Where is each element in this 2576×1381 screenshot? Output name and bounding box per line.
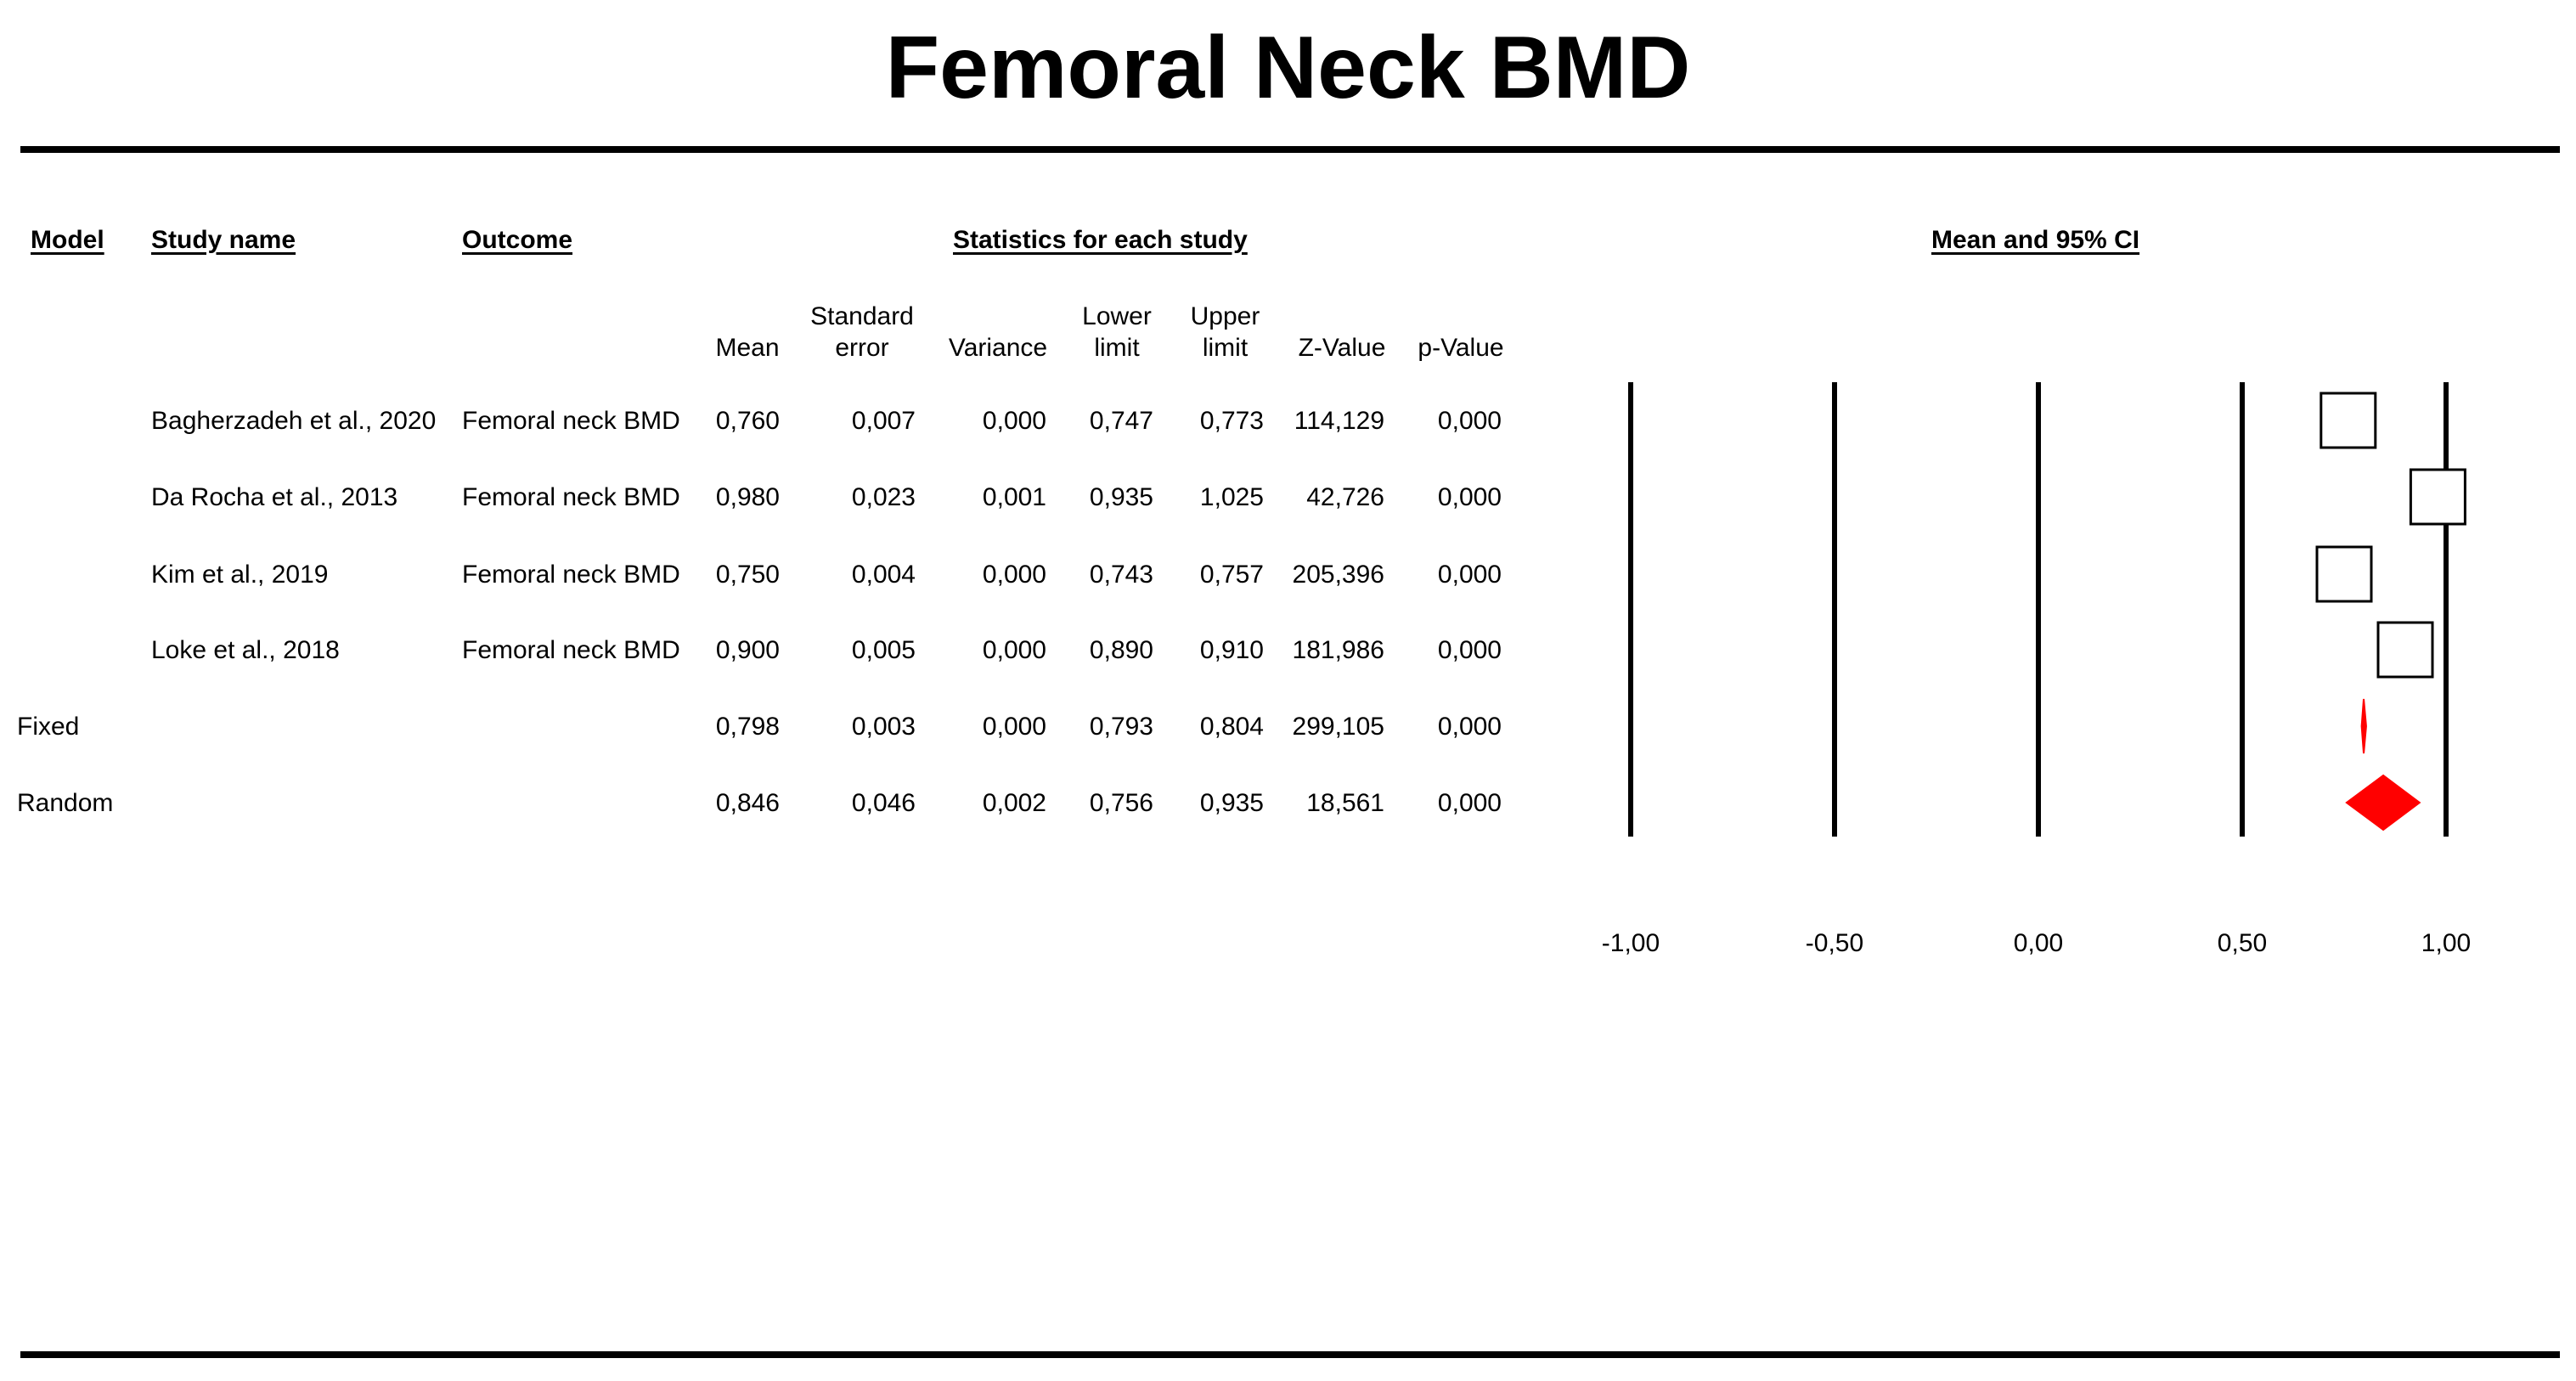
cell-outcome: Femoral neck BMD [462,407,680,435]
bottom-rule [20,1351,2560,1358]
cell-p: 0,000 [1437,561,1502,589]
cell-se: 0,046 [851,789,916,817]
col-se: Standard error [810,302,914,362]
page-title: Femoral Neck BMD [885,19,1691,117]
cell-outcome: Femoral neck BMD [462,561,680,589]
cell-variance: 0,000 [982,636,1046,664]
col-variance: Variance [948,334,1048,362]
cell-variance: 0,000 [982,561,1046,589]
header-study-name: Study name [151,226,296,254]
cell-p: 0,000 [1437,636,1502,664]
x-tick-label: 0,00 [2013,929,2064,957]
cell-z: 18,561 [1306,789,1384,817]
summary-diamond [2347,775,2420,830]
x-tick-label: 0,50 [2217,929,2268,957]
x-tick-label: -0,50 [1805,929,1864,957]
cell-mean: 0,798 [715,713,780,741]
cell-outcome: Femoral neck BMD [462,483,680,511]
cell-z: 114,129 [1294,407,1384,435]
header-statistics: Statistics for each study [953,226,1248,254]
cell-p: 0,000 [1437,407,1502,435]
x-tick-label: -1,00 [1601,929,1660,957]
cell-z: 205,396 [1292,561,1384,589]
cell-lower: 0,890 [1089,636,1153,664]
cell-lower: 0,756 [1089,789,1153,817]
cell-p: 0,000 [1437,713,1502,741]
cell-mean: 0,750 [715,561,780,589]
col-lower: Lower limit [1082,302,1152,362]
cell-outcome: Femoral neck BMD [462,636,680,664]
cell-variance: 0,002 [982,789,1046,817]
header-mean-ci: Mean and 95% CI [1931,226,2140,254]
cell-study: Bagherzadeh et al., 2020 [151,407,437,435]
cell-lower: 0,743 [1089,561,1153,589]
study-marker [2321,393,2376,448]
cell-lower: 0,935 [1089,483,1153,511]
cell-mean: 0,760 [715,407,780,435]
summary-diamond [2362,699,2366,753]
cell-p: 0,000 [1437,483,1502,511]
cell-mean: 0,900 [715,636,780,664]
cell-model: Random [17,789,114,817]
cell-p: 0,000 [1437,789,1502,817]
cell-study: Kim et al., 2019 [151,561,329,589]
cell-se: 0,007 [851,407,916,435]
study-marker [2378,623,2432,677]
header-model: Model [31,226,104,254]
cell-mean: 0,980 [715,483,780,511]
col-z: Z-Value [1298,334,1386,362]
col-mean: Mean [715,334,780,362]
cell-upper: 0,773 [1199,407,1264,435]
cell-study: Loke et al., 2018 [151,636,340,664]
cell-upper: 0,757 [1199,561,1264,589]
study-marker [2410,470,2465,524]
cell-se: 0,005 [851,636,916,664]
cell-se: 0,003 [851,713,916,741]
col-p: p-Value [1418,334,1504,362]
cell-lower: 0,793 [1089,713,1153,741]
cell-z: 42,726 [1306,483,1384,511]
x-tick-label: 1,00 [2421,929,2472,957]
cell-upper: 1,025 [1199,483,1264,511]
cell-study: Da Rocha et al., 2013 [151,483,398,511]
cell-variance: 0,000 [982,713,1046,741]
cell-variance: 0,000 [982,407,1046,435]
cell-variance: 0,001 [982,483,1046,511]
cell-upper: 0,910 [1199,636,1264,664]
cell-lower: 0,747 [1089,407,1153,435]
cell-upper: 0,935 [1199,789,1264,817]
header-outcome: Outcome [462,226,573,254]
cell-model: Fixed [17,713,80,741]
cell-z: 299,105 [1292,713,1384,741]
cell-mean: 0,846 [715,789,780,817]
cell-se: 0,004 [851,561,916,589]
study-marker [2317,547,2371,601]
col-upper: Upper limit [1190,302,1260,362]
cell-z: 181,986 [1292,636,1384,664]
cell-se: 0,023 [851,483,916,511]
cell-upper: 0,804 [1199,713,1264,741]
